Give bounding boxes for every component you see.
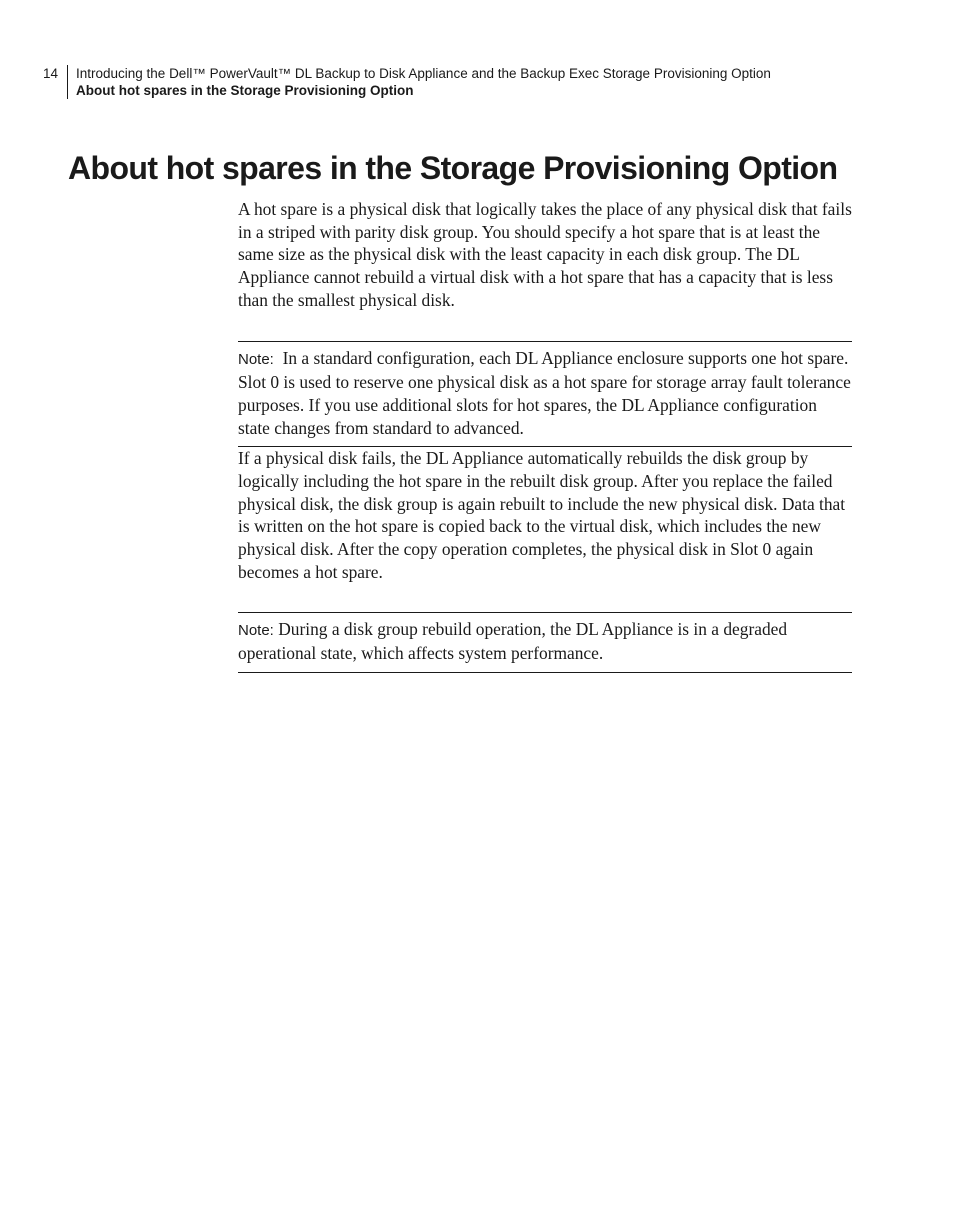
page-title: About hot spares in the Storage Provisioning Option — [68, 150, 838, 186]
note-text: During a disk group rebuild operation, the DL Appliance is in a degraded operational state, which affects system performance. — [238, 618, 788, 664]
note-label: Note: — [238, 350, 274, 368]
note-label: Note: — [238, 621, 274, 639]
running-header — [67, 65, 771, 99]
note-box — [238, 612, 852, 673]
note-box — [238, 341, 852, 448]
running-header-section: About hot spares in the Storage Provisioning Option — [76, 83, 414, 98]
note-paragraph — [238, 618, 852, 665]
note-paragraph — [238, 347, 852, 440]
running-header-chapter: Introducing the Dell™ PowerVault™ DL Backup to Disk Appliance and the Backup Exec Storage Provisioning Option — [76, 66, 771, 81]
body-paragraph: If a physical disk fails, the DL Appliance automatically rebuilds the disk group by logically including the hot spare in the rebuilt disk group. After you replace the failed physical disk, the disk group is again rebuilt to include the new physical disk. Data that is written on the hot spare is copied back to the virtual disk, which includes the new physical disk. After the copy operation completes, the physical disk in Slot 0 again becomes a hot spare. — [238, 448, 846, 582]
body-content — [238, 198, 852, 673]
body-paragraph: A hot spare is a physical disk that logically takes the place of any physical disk that fails in a striped with parity disk group. You should specify a hot spare that is at least the same size as the physical disk with the least capacity in each disk group. The DL Appliance cannot rebuild a virtual disk with a hot spare that has a capacity that is less than the smallest physical disk. — [238, 199, 852, 310]
page-number: 14 — [43, 66, 59, 81]
note-text: In a standard configuration, each DL Appliance enclosure supports one hot spare. Slot 0 is used to reserve one physical disk as a hot spare for storage array fault tolerance purposes. If you use additional slots for hot spares, the DL Appliance configuration state changes from standard to advanced. — [238, 347, 851, 438]
